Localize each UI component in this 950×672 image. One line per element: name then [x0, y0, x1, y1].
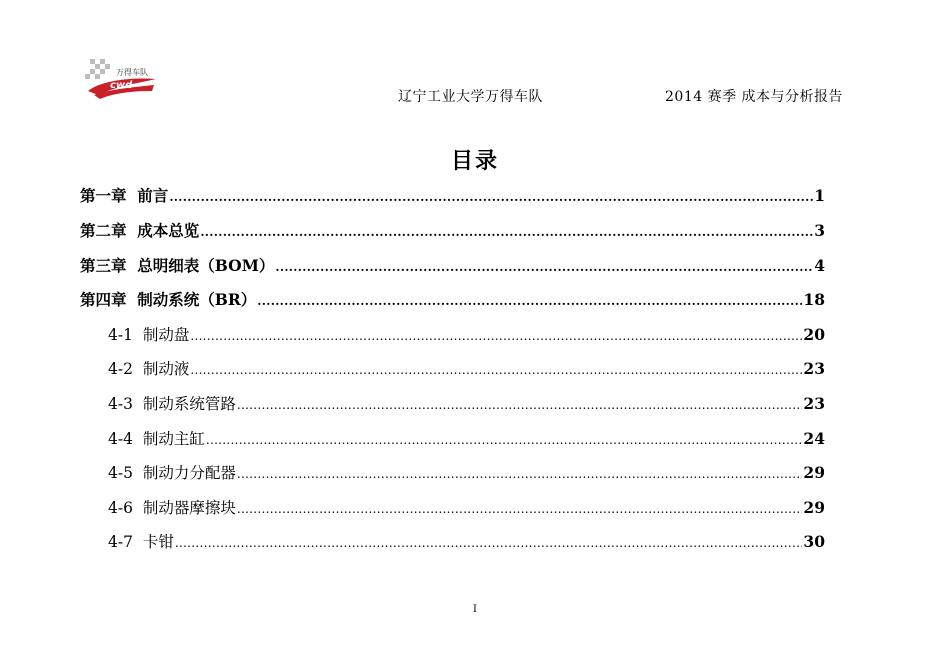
svg-text:万得车队: 万得车队: [116, 68, 148, 77]
toc-dot-leader: [206, 434, 803, 446]
toc-entry-page: 29: [803, 463, 825, 482]
toc-entry-label: 制动系统管路: [142, 395, 236, 413]
toc-entry-page: 24: [803, 429, 825, 448]
toc-entry-number: 第二章: [80, 221, 138, 240]
svg-text:cwd: cwd: [110, 80, 133, 91]
toc-entry-label: 制动主缸: [142, 430, 205, 448]
toc-dot-leader: [190, 364, 802, 376]
toc-entry-page: 23: [803, 394, 825, 413]
toc-dot-leader: [200, 226, 813, 238]
toc-entry-number: 4-3: [108, 395, 143, 413]
toc-entry-chapter[interactable]: [80, 254, 825, 276]
page-number: I: [473, 604, 477, 615]
toc-entry-label: 卡钳: [142, 533, 174, 551]
toc-entry-number: 第三章: [80, 256, 138, 275]
toc-entry-label: 制动系统（BR）: [137, 290, 257, 309]
toc-entry-number: 第四章: [80, 290, 138, 309]
toc-dot-leader: [237, 399, 803, 411]
toc-dot-leader: [237, 468, 803, 480]
toc-entry-section[interactable]: [108, 530, 825, 552]
toc-entry-number: 4-6: [108, 499, 143, 517]
toc-entry-label: 成本总览: [137, 221, 200, 240]
toc-dot-leader: [237, 503, 803, 515]
toc-entry-number: 4-1: [108, 326, 143, 344]
toc-dot-leader: [169, 191, 813, 203]
toc-entry-section[interactable]: [108, 357, 825, 379]
toc-entry-label: 制动盘: [142, 326, 190, 344]
toc-entry-section[interactable]: [108, 461, 825, 483]
toc-entry-label: 制动器摩擦块: [142, 499, 236, 517]
toc-dot-leader: [175, 537, 803, 549]
toc-entry-section[interactable]: [108, 323, 825, 345]
toc-entry-label: 前言: [137, 186, 169, 205]
toc-entry-page: 4: [814, 256, 825, 275]
toc-dot-leader: [257, 295, 802, 307]
toc-entry-number: 4-7: [108, 533, 143, 551]
toc-entry-page: 30: [803, 532, 825, 551]
toc-entry-page: 18: [803, 290, 825, 309]
toc-entry-page: 23: [803, 359, 825, 378]
toc-entry-number: 4-4: [108, 430, 143, 448]
header-team-name: 辽宁工业大学万得车队: [398, 89, 543, 105]
toc-entry-chapter[interactable]: [80, 288, 825, 310]
toc-entry-label: 制动液: [142, 360, 190, 378]
toc-title: 目录: [450, 148, 499, 174]
toc-entry-label: 制动力分配器: [142, 464, 236, 482]
toc-entry-page: 1: [814, 186, 825, 205]
header-report-title: 2014 赛季 成本与分析报告: [665, 89, 844, 105]
team-logo: [80, 55, 162, 101]
toc-entry-page: 29: [803, 498, 825, 517]
toc-entry-chapter[interactable]: [80, 184, 825, 206]
toc-entry-number: 第一章: [80, 186, 138, 205]
toc-entry-label: 总明细表（BOM）: [137, 256, 275, 275]
checkered-flag-icon: [85, 59, 110, 79]
toc-dot-leader: [190, 330, 802, 342]
toc-entry-chapter[interactable]: [80, 219, 825, 241]
toc-entry-section[interactable]: [108, 427, 825, 449]
toc-dot-leader: [275, 261, 813, 273]
toc-entry-number: 4-5: [108, 464, 143, 482]
toc-entry-page: 3: [814, 221, 825, 240]
toc-entry-section[interactable]: [108, 392, 825, 414]
toc-entry-section[interactable]: [108, 496, 825, 518]
toc-entry-number: 4-2: [108, 360, 143, 378]
toc-entry-page: 20: [803, 325, 825, 344]
